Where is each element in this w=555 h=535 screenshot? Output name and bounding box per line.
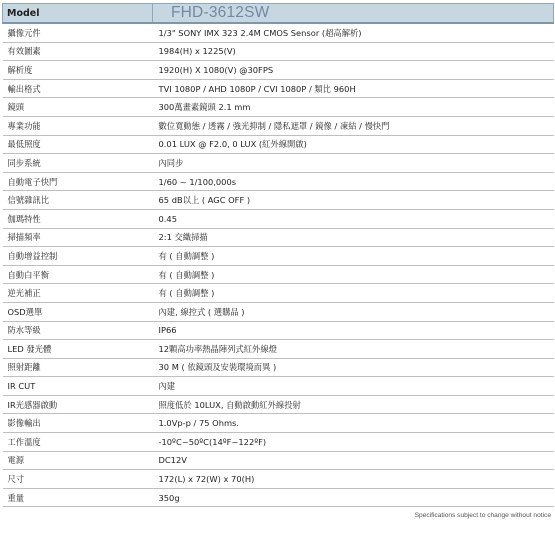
spec-row [3, 321, 554, 340]
spec-value: TVI 1080P / AHD 1080P / CVI 1080P / 類比 960H [153, 79, 554, 98]
spec-label: 掃描頻率 [3, 228, 153, 247]
model-number: FHD-3612SW [153, 4, 554, 24]
spec-value: 30 M ( 依鏡頭及安裝環境而異 ) [153, 358, 554, 377]
spec-label: IR CUT [3, 377, 153, 396]
model-header-label: Model [3, 4, 153, 24]
spec-value: 數位寬動態 / 透霧 / 強光抑制 / 隱私遮罩 / 鏡像 / 凍結 / 慢快門 [153, 116, 554, 135]
spec-label: OSD選單 [3, 302, 153, 321]
spec-label: 防水等級 [3, 321, 153, 340]
spec-label: 電源 [3, 451, 153, 470]
spec-row [3, 154, 554, 173]
spec-row [3, 302, 554, 321]
spec-value: 0.45 [153, 209, 554, 228]
spec-value: 有 ( 自動調整 ) [153, 265, 554, 284]
spec-label: 同步系統 [3, 154, 153, 173]
spec-row [3, 191, 554, 210]
spec-value: 1.0Vp-p / 75 Ohms. [153, 414, 554, 433]
spec-row [3, 42, 554, 61]
spec-row [3, 284, 554, 303]
spec-value: 內同步 [153, 154, 554, 173]
spec-value: DC12V [153, 451, 554, 470]
spec-row [3, 116, 554, 135]
spec-label: 逆光補正 [3, 284, 153, 303]
spec-label: 自動增益控制 [3, 247, 153, 266]
spec-value: 1920(H) X 1080(V) @30FPS [153, 61, 554, 80]
spec-table [2, 3, 554, 507]
spec-row [3, 395, 554, 414]
spec-label: 尺寸 [3, 470, 153, 489]
spec-row [3, 358, 554, 377]
spec-rows [3, 23, 554, 507]
spec-row [3, 23, 554, 42]
spec-label: 照射距離 [3, 358, 153, 377]
spec-row [3, 135, 554, 154]
spec-label: 攝像元件 [3, 23, 153, 42]
spec-row [3, 377, 554, 396]
spec-label: 自動電子快門 [3, 172, 153, 191]
spec-row [3, 98, 554, 117]
spec-label: 解析度 [3, 61, 153, 80]
spec-row [3, 414, 554, 433]
spec-row [3, 172, 554, 191]
spec-label: 伽瑪特性 [3, 209, 153, 228]
spec-row [3, 209, 554, 228]
spec-value: 65 dB以上 ( AGC OFF ) [153, 191, 554, 210]
spec-row [3, 433, 554, 452]
spec-value: 照度低於 10LUX, 自動啟動紅外線投射 [153, 395, 554, 414]
spec-value: 有 ( 自動調整 ) [153, 284, 554, 303]
spec-label: LED 發光體 [3, 340, 153, 359]
spec-value: 300萬畫素鏡頭 2.1 mm [153, 98, 554, 117]
spec-label: 輸出格式 [3, 79, 153, 98]
spec-label: IR光感器啟動 [3, 395, 153, 414]
spec-label: 工作溫度 [3, 433, 153, 452]
spec-value: 內建, 線控式 ( 選購品 ) [153, 302, 554, 321]
spec-value: 172(L) x 72(W) x 70(H) [153, 470, 554, 489]
footnote: Specifications subject to change without notice [414, 512, 551, 519]
spec-row [3, 470, 554, 489]
spec-label: 鏡頭 [3, 98, 153, 117]
spec-label: 專業功能 [3, 116, 153, 135]
spec-label: 自動白平衡 [3, 265, 153, 284]
spec-value: 350g [153, 488, 554, 507]
spec-value: 0.01 LUX @ F2.0, 0 LUX (紅外線開啟) [153, 135, 554, 154]
spec-label: 重量 [3, 488, 153, 507]
spec-value: 12顆高功率熱晶陣列式紅外線燈 [153, 340, 554, 359]
spec-row [3, 79, 554, 98]
spec-label: 信號雜訊比 [3, 191, 153, 210]
spec-label: 有效圖素 [3, 42, 153, 61]
spec-value: 1/3" SONY IMX 323 2.4M CMOS Sensor (超高解析) [153, 23, 554, 42]
spec-row [3, 61, 554, 80]
spec-row [3, 247, 554, 266]
spec-header-row [3, 4, 554, 24]
spec-row [3, 265, 554, 284]
spec-label: 影像輸出 [3, 414, 153, 433]
spec-row [3, 340, 554, 359]
spec-row [3, 488, 554, 507]
spec-value: IP66 [153, 321, 554, 340]
spec-value: 內建 [153, 377, 554, 396]
spec-value: 有 ( 自動調整 ) [153, 247, 554, 266]
spec-value: 1984(H) x 1225(V) [153, 42, 554, 61]
spec-row [3, 228, 554, 247]
spec-value: 1/60 ~ 1/100,000s [153, 172, 554, 191]
spec-value: -10ºC~50ºC(14ºF~122ºF) [153, 433, 554, 452]
spec-value: 2:1 交織掃描 [153, 228, 554, 247]
spec-label: 最低照度 [3, 135, 153, 154]
spec-row [3, 451, 554, 470]
